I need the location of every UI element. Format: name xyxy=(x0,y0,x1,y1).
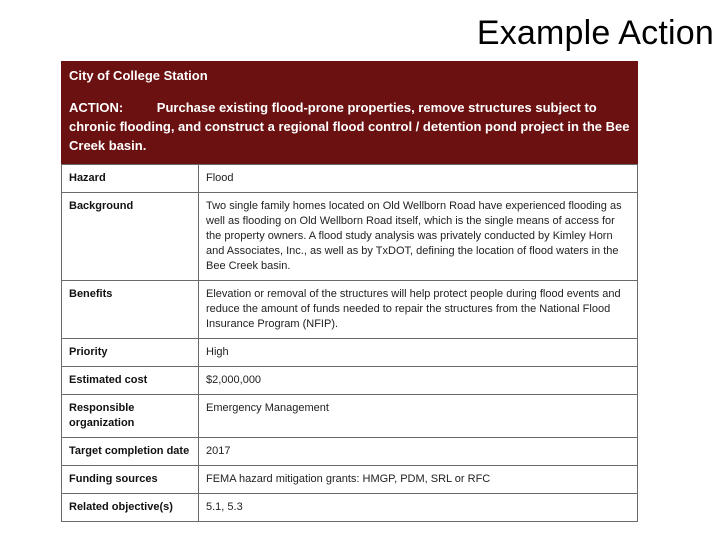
table-row xyxy=(62,466,638,494)
table-row xyxy=(62,494,638,522)
row-label-funding-sources: Funding sources xyxy=(62,466,199,494)
row-label-related-objectives: Related objective(s) xyxy=(62,494,199,522)
action-header xyxy=(61,61,638,164)
table-row xyxy=(62,165,638,193)
row-value-estimated-cost: $2,000,000 xyxy=(199,367,638,395)
table-row xyxy=(62,193,638,281)
row-value-target-completion: 2017 xyxy=(199,438,638,466)
table-row xyxy=(62,281,638,339)
table-row xyxy=(62,367,638,395)
row-label-hazard: Hazard xyxy=(62,165,199,193)
details-table-continued xyxy=(61,438,638,522)
action-text: Purchase existing flood-prone properties, remove structures subject to chronic flooding, and construct a regional flood control / detention pond project in the Bee Creek basin. xyxy=(69,100,630,153)
row-value-related-objectives: 5.1, 5.3 xyxy=(199,494,638,522)
table-row xyxy=(62,339,638,367)
row-label-background: Background xyxy=(62,193,199,281)
row-label-priority: Priority xyxy=(62,339,199,367)
row-label-responsible-organization: Responsible organization xyxy=(62,395,199,438)
table-row xyxy=(62,395,638,438)
slide-title: Example Action xyxy=(476,14,714,52)
action-statement xyxy=(69,98,630,155)
action-document xyxy=(61,61,638,522)
action-label: ACTION: xyxy=(69,100,124,115)
row-value-benefits: Elevation or removal of the structures will help protect people during flood events and reduce the amount of funds needed to repair the structures from the National Flood Insurance Program (NFIP). xyxy=(199,281,638,339)
details-table xyxy=(61,164,638,438)
row-label-estimated-cost: Estimated cost xyxy=(62,367,199,395)
row-value-funding-sources: FEMA hazard mitigation grants: HMGP, PDM, SRL or RFC xyxy=(199,466,638,494)
row-value-background: Two single family homes located on Old Wellborn Road have experienced flooding as well as flooding on Old Wellborn Road itself, which is the single means of access for the property owners. A flood study analysis was privately conducted by Kimley Horn and Associates, Inc., as well as by TxDOT, defining the location of flood waters in the Bee Creek basin. xyxy=(199,193,638,281)
table-row xyxy=(62,438,638,466)
row-value-hazard: Flood xyxy=(199,165,638,193)
row-label-benefits: Benefits xyxy=(62,281,199,339)
row-label-target-completion: Target completion date xyxy=(62,438,199,466)
row-value-responsible-organization: Emergency Management xyxy=(199,395,638,438)
row-value-priority: High xyxy=(199,339,638,367)
organization-name: City of College Station xyxy=(69,68,208,83)
